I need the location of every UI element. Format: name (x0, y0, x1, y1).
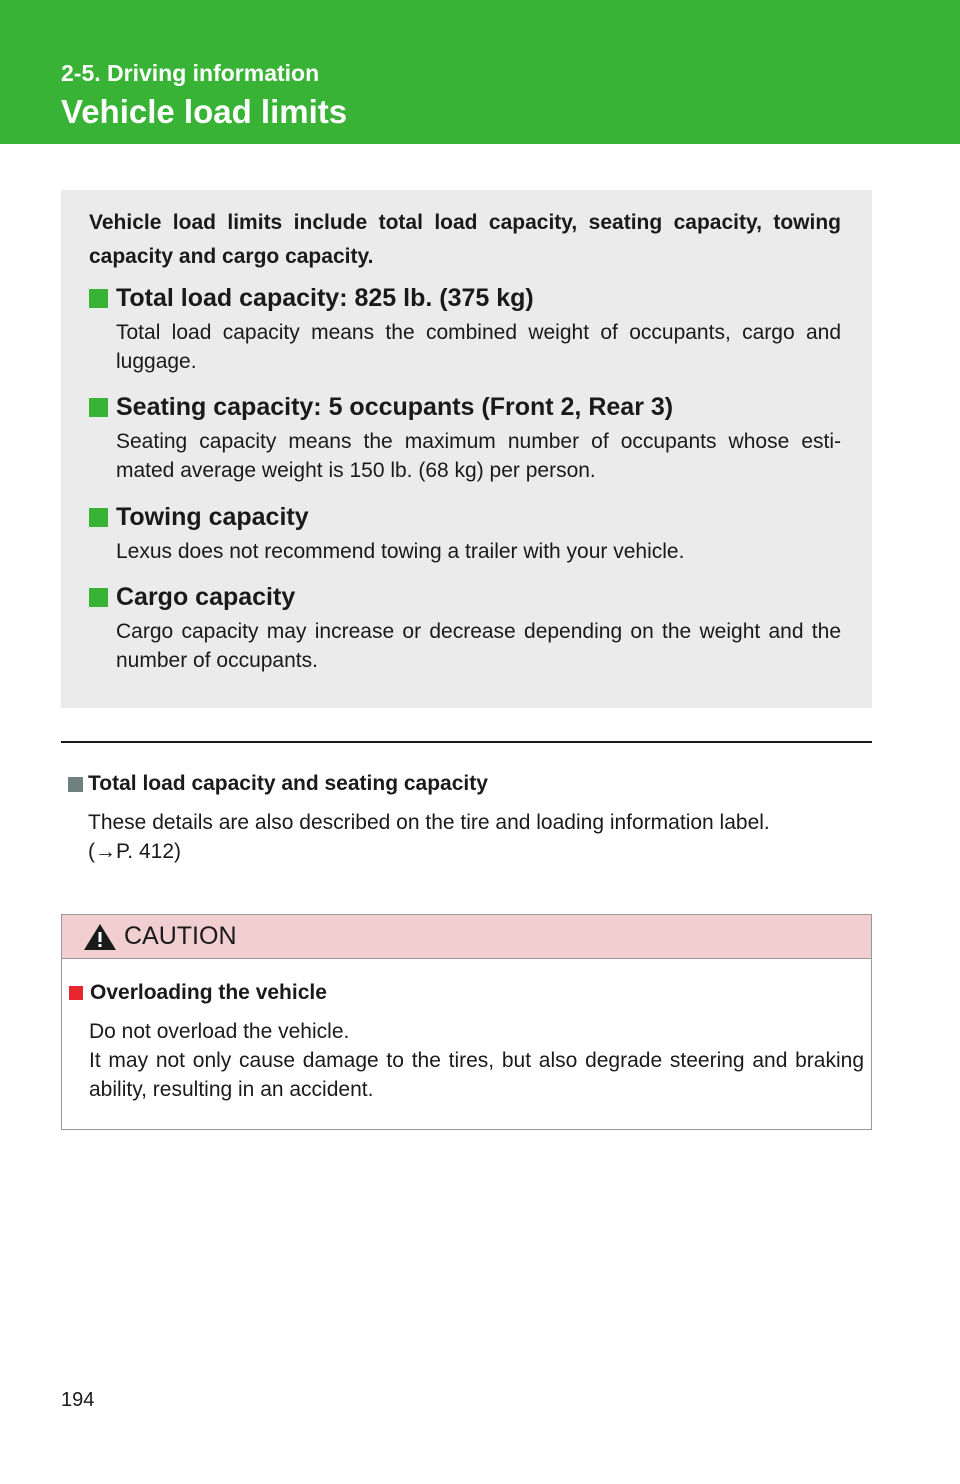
intro-text: Vehicle load limits include total load capacity, seating capacity, towing capacity and cargo capacity. (89, 211, 841, 268)
item-text: Seating capacity means the maximum number of occupants whose esti-mated average weight is 150 lb. (68 kg) per person. (116, 430, 841, 482)
caution-line: Do not overload the vehicle. (89, 1020, 350, 1043)
section-title: 2-5. Driving information (61, 60, 320, 86)
page-title: Vehicle load limits (61, 93, 348, 130)
seating-capacity-item (89, 391, 841, 485)
warning-triangle-icon (82, 922, 118, 952)
note-heading: Total load capacity and seating capacity (88, 772, 488, 795)
page-number: 194 (61, 1389, 95, 1411)
item-text: Cargo capacity may increase or decrease depending on the weight and the number of occupants. (116, 620, 841, 672)
caution-line: It may not only cause damage to the tires, but also degrade steering and braking ability, resulting in an accident. (89, 1049, 864, 1101)
page-reference-link[interactable]: (→P. 412) (88, 840, 181, 863)
caution-header (62, 915, 871, 959)
caution-label: CAUTION (124, 922, 237, 950)
note-text: These details are also described on the tire and loading information label. (88, 811, 770, 834)
divider (61, 741, 872, 743)
item-heading: Seating capacity: 5 occupants (Front 2, Rear 3) (116, 393, 674, 421)
caution-content (69, 979, 864, 1104)
item-heading: Towing capacity (116, 503, 309, 531)
green-square-bullet (89, 398, 108, 417)
red-square-bullet (69, 986, 83, 1000)
page-header (0, 0, 960, 144)
item-text: Total load capacity means the combined weight of occupants, cargo and luggage. (116, 321, 841, 373)
load-limits-box (61, 190, 872, 708)
cargo-capacity-item (89, 581, 841, 675)
item-heading: Cargo capacity (116, 583, 296, 611)
note-section (68, 770, 868, 866)
total-load-item (89, 282, 841, 376)
gray-square-bullet (68, 777, 83, 792)
item-heading: Total load capacity: 825 lb. (375 kg) (116, 284, 534, 312)
green-square-bullet (89, 588, 108, 607)
caution-box (61, 914, 872, 1130)
green-square-bullet (89, 508, 108, 527)
caution-heading: Overloading the vehicle (90, 981, 327, 1004)
green-square-bullet (89, 289, 108, 308)
item-text: Lexus does not recommend towing a trailer with your vehicle. (116, 540, 685, 563)
towing-capacity-item (89, 501, 841, 566)
